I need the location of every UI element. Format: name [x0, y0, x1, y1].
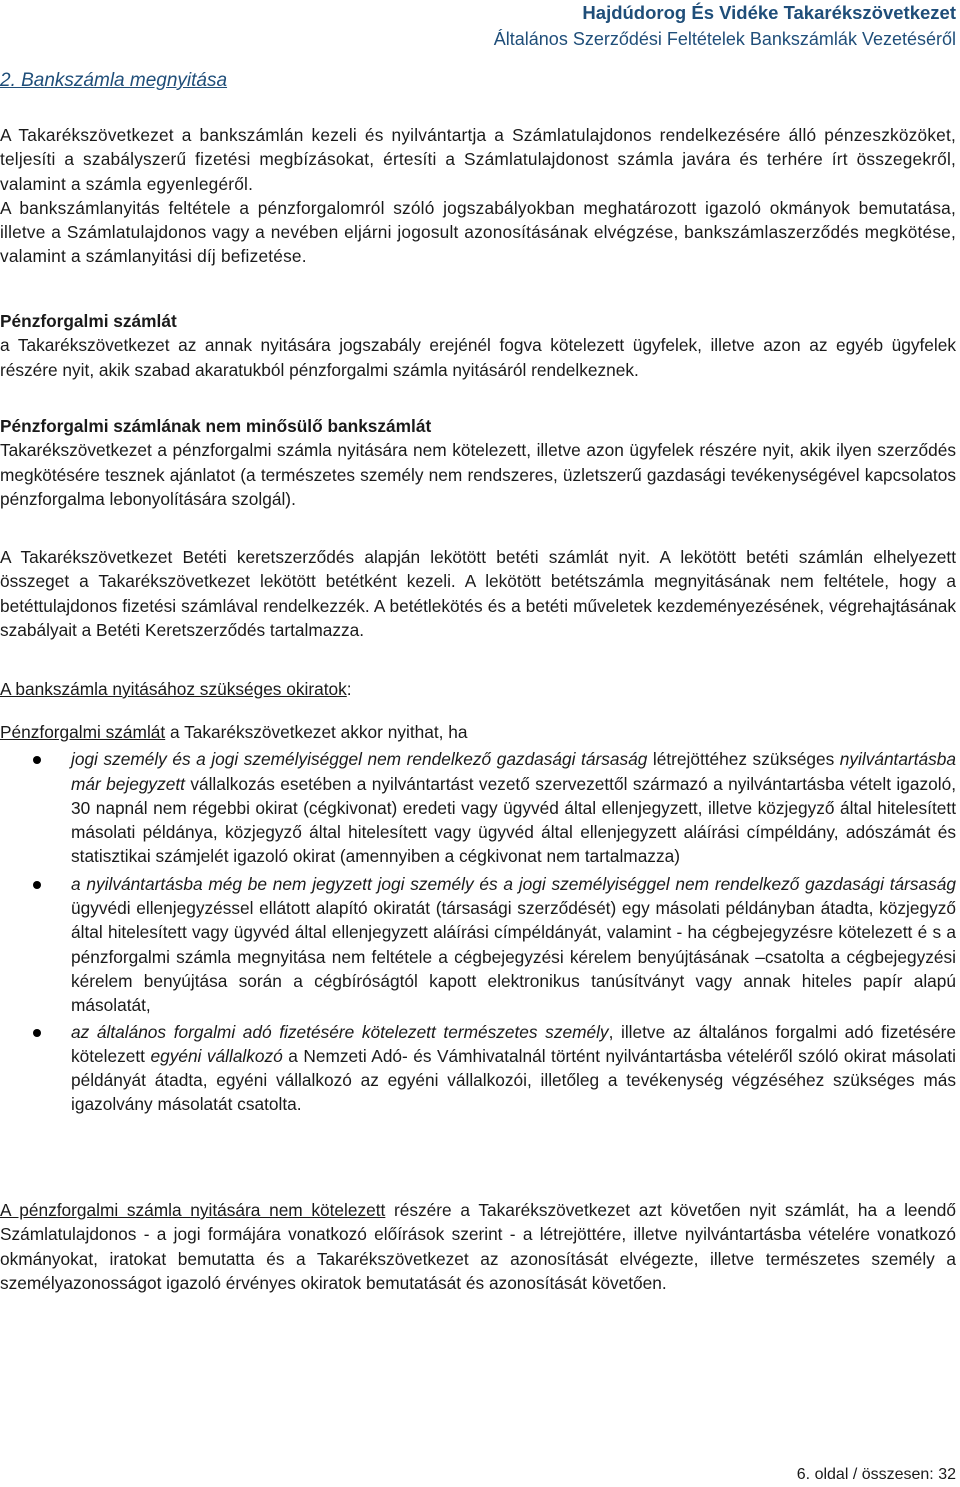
- list-item-italic-text: egyéni vállalkozó: [150, 1045, 283, 1066]
- last-underlined: A pénzforgalmi számla nyitására nem kötelezett: [0, 1200, 386, 1220]
- okiratok-heading: A bankszámla nyitásához szükséges okiratok: [0, 679, 347, 699]
- okiratok-colon: :: [346, 679, 352, 699]
- list-item: [0, 1020, 956, 1117]
- list-item-italic-text: jogi személy és a jogi személyiséggel nem rendelkező gazdasági társaság: [71, 749, 648, 770]
- paragraph-intro: A Takarékszövetkezet a bankszámlán kezeli és nyilvántartja a Számlatulajdonos rendelkezésére álló pénzeszközöket, teljesíti a szabályszerű fizetési megbízásokat, értesíti a Számlatulajdonost számla javára és terhére írt összegekről, valamint a számla egyenlegéről.: [0, 125, 956, 194]
- list-item-text: létrejöttéhez szükséges: [647, 749, 840, 770]
- penz-nyit-rest: a Takarékszövetkezet akkor nyithat, ha: [165, 722, 468, 742]
- last-rest: részére a Takarékszövetkezet azt követően nyit számlát, ha a leendő Számlatulajdonos - a jogi formájára vonatkozó előírások szerint - a létrejöttére, illetve nyilvántartásba vételére vonatkozó okmányokat, iratokat bemutatta és a Takarékszövetkezet az azonosítását elvégezte, illetve természetes személy a személyazonosságot igazoló érvényes okiratok bemutatását és azonosítását követően.: [0, 1200, 956, 1293]
- penzforgalmi-heading: Pénzforgalmi számlát: [0, 311, 177, 331]
- last-block: [0, 1198, 956, 1295]
- intro-block: [0, 123, 956, 269]
- header-document-title: Általános Szerződési Feltételek Bankszámlák Vezetéséről: [493, 29, 956, 49]
- okiratok-block: [0, 677, 956, 701]
- page-header: [494, 0, 956, 52]
- list-item: [0, 872, 956, 1018]
- bullet-icon: [33, 1029, 41, 1037]
- list-item-text: a Nemzeti Adó- és Vámhivatalnál történt nyilvántartásba vételéről szóló okirat másolati példányát átadta, egyéni vállalkozó az egyéni vállalkozói, illetőleg a tevékenység végzéséhez szükséges más igazolvány másolatát csatolta.: [71, 1045, 957, 1115]
- nem-penzforgalmi-block: [0, 414, 956, 511]
- list-item: [0, 747, 956, 868]
- list-item-italic-text: a nyilvántartásba még be nem jegyzett jogi személy és a jogi személyiséggel nem rendelkező gazdasági társaság: [71, 873, 956, 894]
- list-item-text: ügyvédi ellenjegyzéssel ellátott alapító okiratát (társasági szerződését) egy másolati példányban átadta, közjegyző által hitelesített vagy ügyvéd által ellenjegyzett aláírási címpéldányát, valamint - ha cégbejegyzésre kötelezett é s a pénzforgalmi számla megnyitása nem feltétele a cégbejegyzési kérelem benyújtásának –csatolta a cégbejegyzési kérelem benyújtása során a cégbíróságtól kapott elektronikus tanúsítványt vagy annak hiteles papír alapú másolatát,: [71, 898, 956, 1016]
- nem-penzforgalmi-heading: Pénzforgalmi számlának nem minősülő bankszámlát: [0, 416, 432, 436]
- nem-penzforgalmi-text: Takarékszövetkezet a pénzforgalmi számla nyitására nem kötelezett, illetve azon ügyfelek részére nyit, akik ilyen szerződés megkötésére tesznek ajánlatot (a természetes személy nem rendszeres, üzletszerű gazdasági tevékenységével kapcsolatos pénzforgalma lebonyolítására szolgál).: [0, 440, 956, 509]
- requirements-list: [0, 747, 956, 1116]
- page-number: 6. oldal / összesen: 32: [796, 1466, 956, 1483]
- bullet-icon: [33, 756, 41, 764]
- list-item-italic-text: nyilvántartásba már bejegyzett: [71, 749, 957, 794]
- requirements-block: [0, 720, 956, 1120]
- section-title: 2. Bankszámla megnyitása: [0, 70, 228, 91]
- beteti-block: [0, 545, 956, 642]
- list-item-text: , illetve az általános forgalmi adó fizetésére kötelezett: [71, 1021, 956, 1066]
- penzforgalmi-block: [0, 309, 956, 382]
- beteti-text: A Takarékszövetkezet Betéti keretszerződés alapján lekötött betéti számlát nyit. A lekötött betéti számlán elhelyezett összeget a Takarékszövetkezet lekötött betétként kezeli. A lekötött betétszámla megnyitásának nem feltétele, hogy a betéttulajdonos fizetési számlával rendelkezzék. A betétlekötés és a betéti műveletek kezdeményezésének, végrehajtásának szabályait a Betéti Keretszerződés tartalmazza.: [0, 547, 956, 640]
- bullet-icon: [33, 881, 41, 889]
- penz-nyit-underlined: Pénzforgalmi számlát: [0, 722, 166, 742]
- list-item-italic-text: az általános forgalmi adó fizetésére kötelezett természetes személy: [71, 1021, 609, 1042]
- list-item-text: vállalkozás esetében a nyilvántartást vezető szervezettől származó a nyilvántartásba vételt igazoló, 30 napnál nem régebbi okirat (cégkivonat) eredeti vagy ügyvéd által ellenjegyzett, illetve közjegyző által hitelesített másolati példánya, közjegyző által hitelesített vagy ügyvéd által ellenjegyzett aláírási címpéldány, adószámát és statisztikai számjelét igazoló okirat (amennyiben a cégkivonat nem tartalmazza): [71, 773, 956, 867]
- paragraph-conditions: A bankszámlanyitás feltétele a pénzforgalomról szóló jogszabályokban meghatározott igazoló okmányok bemutatása, illetve a Számlatulajdonos vagy a nevében eljárni jogosult azonosításának elvégzése, bankszámlaszerződés megkötése, valamint a számlanyitási díj befizetése.: [0, 197, 956, 267]
- penzforgalmi-text: a Takarékszövetkezet az annak nyitására jogszabály erejénél fogva kötelezett ügyfelek, illetve azon az egyéb ügyfelek részére nyit, akik szabad akaratukból pénzforgalmi számla nyitásáról rendelkeznek.: [0, 335, 956, 380]
- header-institution: Hajdúdorog És Vidéke Takarékszövetkezet: [582, 2, 956, 23]
